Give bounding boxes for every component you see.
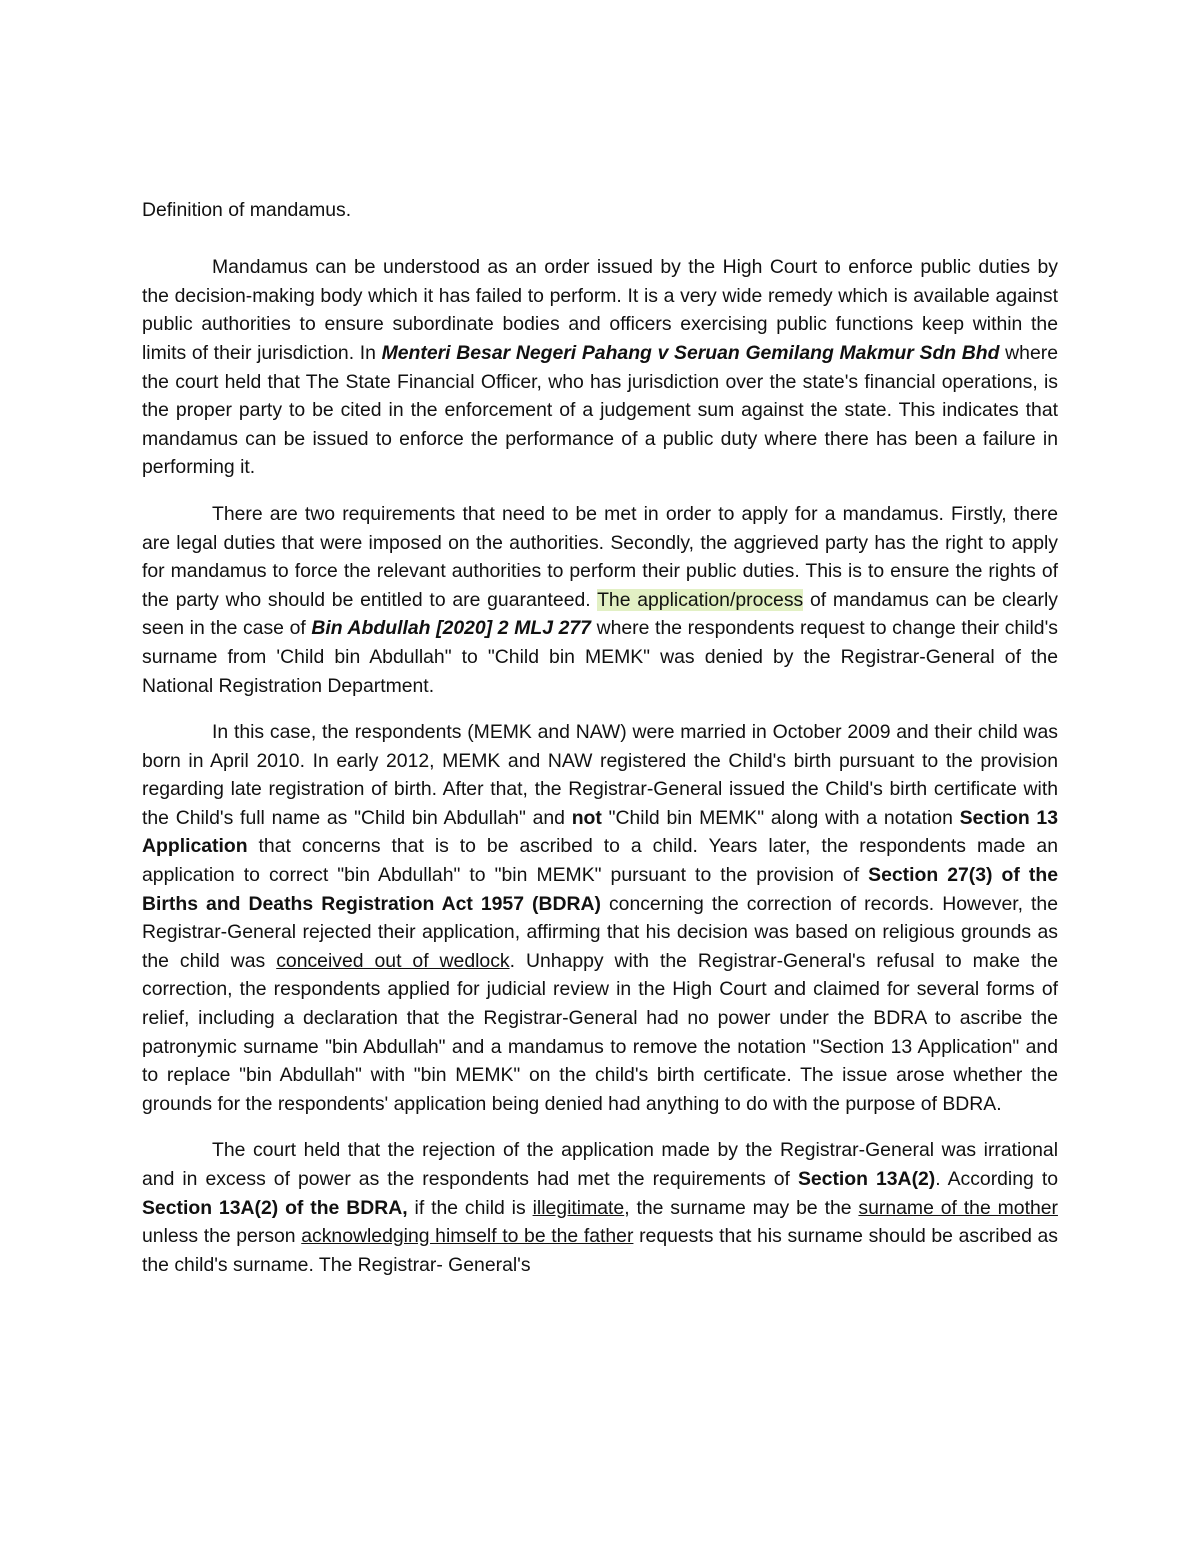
paragraph-text: There are two requirements that need to be met in order to apply for a mandamus. Firstly, there are legal duties that were imposed on the authorities. Secondly, the aggrieved party has the right to apply for mandamus to force the relevant authorities to perform their public duties. This is to ensure the rights of the party who should be entitled to are guaranteed. xyxy=(142,502,1058,611)
section-13-application: Section 13 Application xyxy=(142,806,1058,858)
paragraph-text: . Unhappy with the Registrar-General's refusal to make the correction, the respondents applied for judicial review in the High Court and claimed for several forms of relief, including a declaration that the Registrar-General had no power under the BDRA to ascribe the patronymic surname "bin Abdullah" and a mandamus to remove the notation "Section 13 Application" and to replace "bin Abdullah" with "bin MEMK" on the child's birth certificate. The issue arose whether the grounds for the respondents' application being denied had anything to do with the purpose of BDRA. xyxy=(142,949,1058,1115)
underlined-acknowledging-father: acknowledging himself to be the father xyxy=(301,1225,634,1248)
paragraph-text: "Child bin MEMK" along with a notation xyxy=(601,806,960,829)
underlined-wedlock: conceived out of wedlock xyxy=(276,949,510,972)
paragraph-text: In this case, the respondents (MEMK and NAW) were married in October 2009 and their child was born in April 2010. In early 2012, MEMK and NAW registered the Child's birth pursuant to the provision regarding late registration of birth. After that, the Registrar-General issued the Child's birth certificate with the Child's full name as "Child bin Abdullah" and xyxy=(142,721,1058,829)
paragraph-court-held xyxy=(142,1136,1058,1279)
section-13a2-bdra: Section 13A(2) of the BDRA, xyxy=(142,1196,408,1219)
paragraph-text: of mandamus can be clearly seen in the case of xyxy=(142,588,1058,640)
underlined-surname-mother: surname of the mother xyxy=(858,1196,1058,1219)
paragraph-text: where the respondents request to change their child's surname from 'Child bin Abdullah" to "Child bin MEMK" was denied by the Registrar-General of the National Registration Department. xyxy=(142,617,1058,697)
paragraph-text: requests that his surname should be ascribed as the child's surname. The Registrar- General's xyxy=(142,1225,1058,1276)
highlighted-text: The application/process xyxy=(597,588,804,611)
section-27-bdra: Section 27(3) of the Births and Deaths Registration Act 1957 (BDRA) xyxy=(142,864,1058,915)
paragraph-text: where the court held that The State Financial Officer, who has jurisdiction over the state's financial operations, is the proper party to be cited in the enforcement of a judgement sum against the state. This indicates that mandamus can be issued to enforce the performance of a public duty where there has been a failure in performing it. xyxy=(142,341,1058,479)
paragraph-text: that concerns that is to be ascribed to a child. Years later, the respondents made an application to correct "bin Abdullah" to "bin MEMK" pursuant to the provision of xyxy=(142,835,1058,887)
case-citation-bin-abdullah: Bin Abdullah [2020] 2 MLJ 277 xyxy=(311,617,591,640)
paragraph-text: , the surname may be the xyxy=(624,1196,859,1219)
section-13a2: Section 13A(2) xyxy=(797,1168,936,1190)
case-citation-menteri-besar: Menteri Besar Negeri Pahang v Seruan Gemilang Makmur Sdn Bhd xyxy=(381,341,1000,364)
underlined-illegitimate: illegitimate xyxy=(532,1196,625,1219)
paragraph-text: . According to xyxy=(935,1168,1058,1190)
paragraph-requirements xyxy=(142,500,1058,700)
paragraph-definition xyxy=(142,253,1058,482)
paragraph-text: if the child is xyxy=(407,1196,533,1219)
document-title: Definition of mandamus. xyxy=(142,199,352,221)
document-body xyxy=(142,196,1058,1297)
paragraph-text: unless the person xyxy=(142,1225,302,1248)
bold-not: not xyxy=(571,806,602,829)
paragraph-case-facts xyxy=(142,718,1058,1118)
paragraph-text: The court held that the rejection of the application made by the Registrar-General was irrational and in excess of power as the respondents had met the requirements of xyxy=(142,1139,1058,1190)
paragraph-text: concerning the correction of records. However, the Registrar-General rejected their application, affirming that his decision was based on religious grounds as the child was xyxy=(142,892,1058,972)
paragraph-text: Mandamus can be understood as an order issued by the High Court to enforce public duties by the decision-making body which it has failed to perform. It is a very wide remedy which is available against public authorities to ensure subordinate bodies and officers exercising public functions keep within the limits of their jurisdiction. In xyxy=(142,256,1058,364)
